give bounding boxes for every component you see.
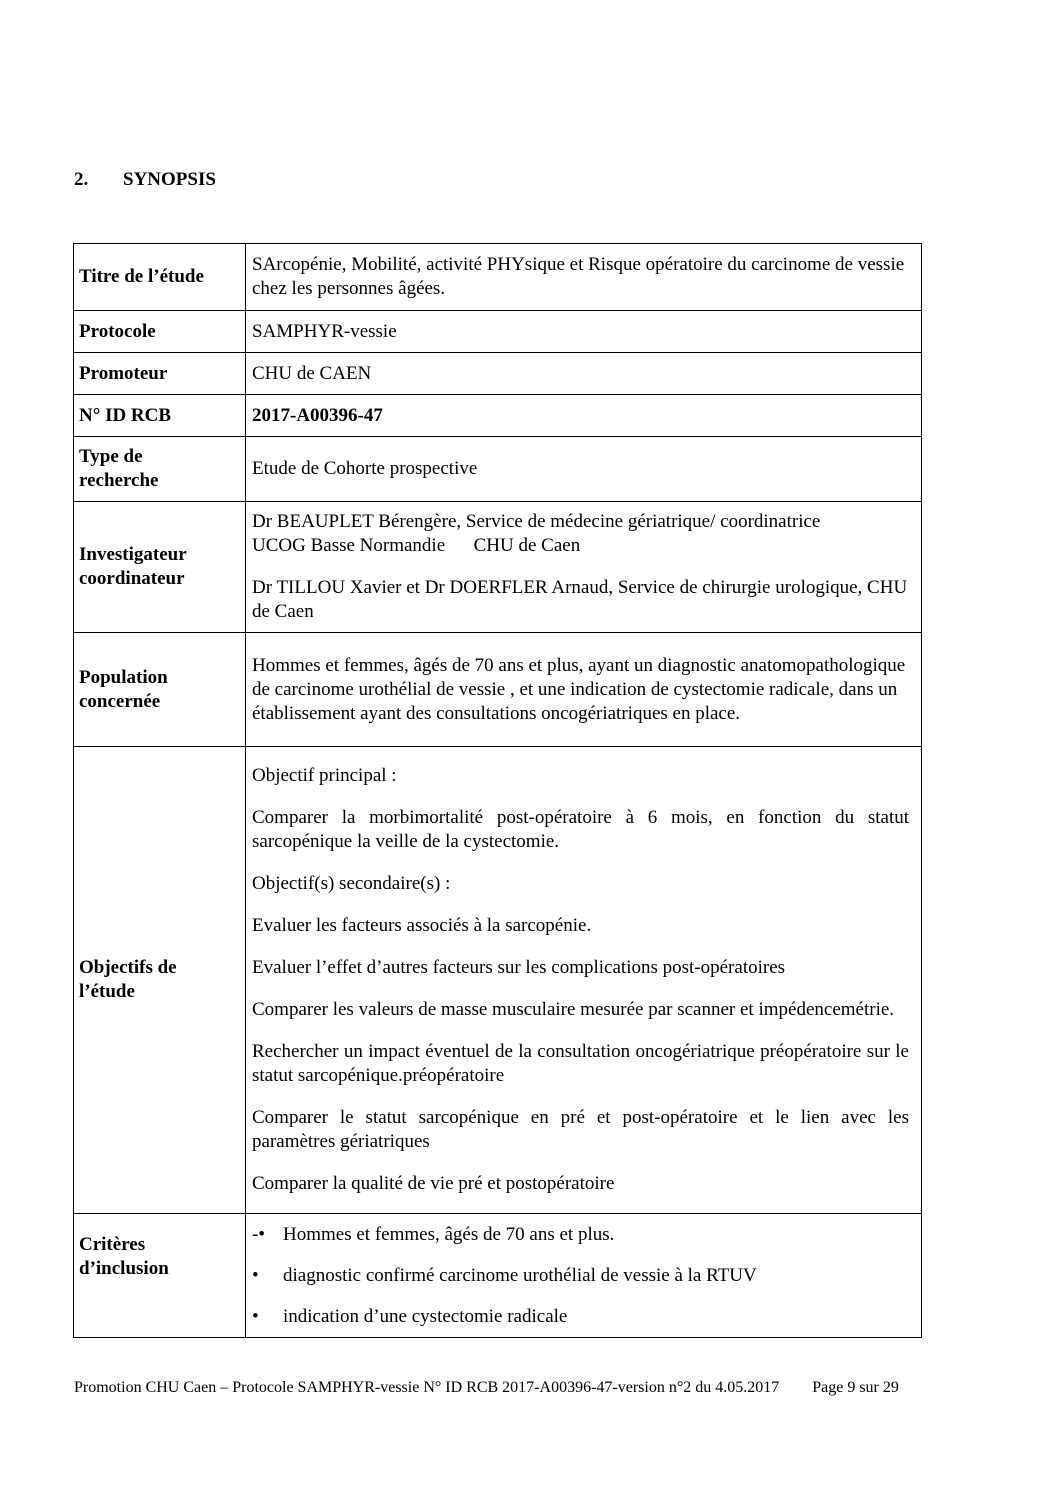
bullet-text: diagnostic confirmé carcinome urothélial de vessie à la RTUV xyxy=(283,1264,757,1286)
bullet-marker: -• xyxy=(252,1223,265,1245)
row-label-line: recherche xyxy=(79,470,159,491)
row-label: Protocole xyxy=(74,311,246,353)
row-label-line: concernée xyxy=(79,690,161,712)
bullet-item xyxy=(252,1305,909,1329)
row-label-line: Population xyxy=(79,666,168,688)
page-number: Page 9 sur 29 xyxy=(812,1379,899,1396)
section-heading xyxy=(74,168,216,192)
row-label-line: d’inclusion xyxy=(79,1258,169,1279)
investigateur-paragraph xyxy=(252,510,909,558)
objectif-item: Evaluer les facteurs associés à la sarcopénie. xyxy=(252,915,592,936)
row-label-line: Type de xyxy=(79,446,143,467)
row-label-line: Critères xyxy=(79,1234,146,1255)
objectif-item: Comparer la qualité de vie pré et postopératoire xyxy=(252,1173,615,1194)
row-value: Etude de Cohorte prospective xyxy=(246,437,922,502)
row-label xyxy=(74,502,246,633)
investigateur-line: UCOG Basse Normandie CHU de Caen xyxy=(252,535,581,556)
investigateur-paragraph: Dr TILLOU Xavier et Dr DOERFLER Arnaud, Service de chirurgie urologique, CHU de Caen xyxy=(252,577,908,622)
row-value: SArcopénie, Mobilité, activité PHYsique et Risque opératoire du carcinome de vessie chez les personnes âgées. xyxy=(246,244,922,311)
row-value: 2017-A00396-47 xyxy=(246,395,922,437)
row-label xyxy=(74,437,246,502)
row-value xyxy=(246,747,922,1214)
row-value: Hommes et femmes, âgés de 70 ans et plus, ayant un diagnostic anatomopathologique de carcinome urothélial de vessie , et une indication de cystectomie radicale, dans un établissement ayant des consultations oncogériatriques en place. xyxy=(246,633,922,747)
objectif-item: Objectif principal : xyxy=(252,765,397,786)
row-label-line: Investigateur xyxy=(79,544,187,565)
section-number: 2. xyxy=(74,169,89,190)
row-label: N° ID RCB xyxy=(74,395,246,437)
row-id-rcb xyxy=(74,395,922,437)
row-promoteur xyxy=(74,353,922,395)
bullet-text: indication d’une cystectomie radicale xyxy=(283,1305,568,1327)
row-value: SAMPHYR-vessie xyxy=(246,311,922,353)
objectif-item: Objectif(s) secondaire(s) : xyxy=(252,873,451,894)
bullet-marker: • xyxy=(252,1264,259,1286)
row-label: Titre de l’étude xyxy=(74,244,246,311)
row-label xyxy=(74,1214,246,1338)
row-population xyxy=(74,633,922,747)
objectif-item: Comparer les valeurs de masse musculaire mesurée par scanner et impédencemétrie. xyxy=(252,999,895,1020)
row-protocole xyxy=(74,311,922,353)
row-criteres xyxy=(74,1214,922,1338)
page-footer xyxy=(74,1378,899,1398)
row-type-recherche xyxy=(74,437,922,502)
row-objectifs xyxy=(74,747,922,1214)
section-title: SYNOPSIS xyxy=(123,169,216,190)
row-investigateur xyxy=(74,502,922,633)
row-value xyxy=(246,1214,922,1338)
bullet-item xyxy=(252,1264,909,1288)
row-value xyxy=(246,502,922,633)
row-label-line: coordinateur xyxy=(79,568,185,589)
row-value: CHU de CAEN xyxy=(246,353,922,395)
objectif-item: Rechercher un impact éventuel de la consultation oncogériatrique préopératoire sur le statut sarcopénique.préopératoire xyxy=(252,1041,909,1086)
row-label-line: Objectifs de xyxy=(79,957,177,978)
row-label xyxy=(74,633,246,747)
row-label-line: l’étude xyxy=(79,981,135,1002)
row-label: Promoteur xyxy=(74,353,246,395)
row-titre xyxy=(74,244,922,311)
footer-text: Promotion CHU Caen – Protocole SAMPHYR-vessie N° ID RCB 2017-A00396-47-version n°2 du 4.05.2017 xyxy=(74,1379,780,1396)
objectif-item: Comparer la morbimortalité post-opératoire à 6 mois, en fonction du statut sarcopénique la veille de la cystectomie. xyxy=(252,807,909,852)
bullet-marker: • xyxy=(252,1305,259,1327)
synopsis-table xyxy=(73,243,922,1338)
objectif-item: Evaluer l’effet d’autres facteurs sur les complications post-opératoires xyxy=(252,957,786,978)
row-label xyxy=(74,747,246,1214)
investigateur-line: Dr BEAUPLET Bérengère, Service de médecine gériatrique/ coordinatrice xyxy=(252,511,821,532)
bullet-item xyxy=(252,1223,909,1247)
bullet-text: Hommes et femmes, âgés de 70 ans et plus. xyxy=(283,1223,615,1245)
objectif-item: Comparer le statut sarcopénique en pré et post-opératoire et le lien avec les paramètres gériatriques xyxy=(252,1107,909,1152)
